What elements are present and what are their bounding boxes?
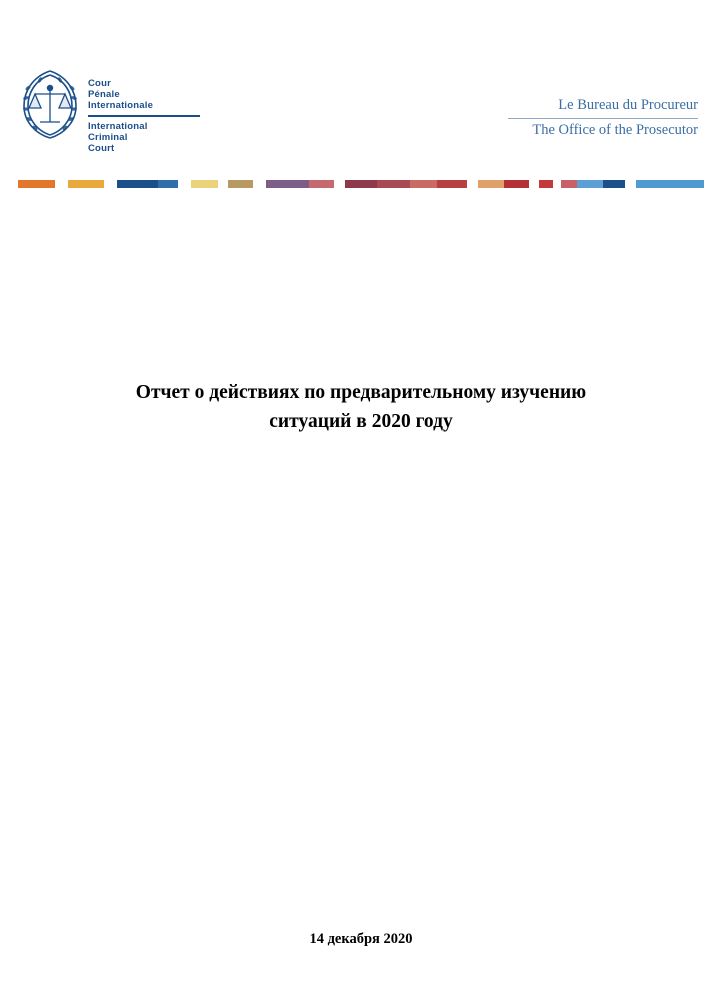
color-bar-segment: [334, 180, 345, 188]
document-date: 14 декабря 2020: [309, 931, 413, 947]
color-bar-segment: [191, 180, 219, 188]
icc-logo-text: [88, 78, 200, 154]
color-bar-segment: [117, 180, 157, 188]
icc-name-french-line-2: Pénale: [88, 89, 120, 101]
color-bar-segment: [68, 180, 105, 188]
color-bar-segment: [309, 180, 335, 188]
color-bar-segment: [104, 180, 117, 188]
color-bar-segment: [228, 180, 254, 188]
color-bar-segment: [55, 180, 68, 188]
office-of-the-prosecutor: [508, 96, 698, 140]
color-bar-segment: [561, 180, 578, 188]
icc-name-english-line-1: International: [88, 120, 148, 132]
icc-logo: [18, 68, 200, 154]
office-label-english: The Office of the Prosecutor: [532, 122, 698, 138]
icc-name-french: [88, 78, 200, 112]
color-bar-segment: [437, 180, 466, 188]
icc-name-english-line-3: Court: [88, 143, 115, 155]
color-bar-segment: [539, 180, 554, 188]
color-bar-segment: [410, 180, 438, 188]
icc-scales-laurel-emblem: [18, 68, 82, 140]
color-bar-segment: [467, 180, 478, 188]
color-bar-segment: [158, 180, 178, 188]
color-bar-segment: [553, 180, 560, 188]
color-bar-segment: [266, 180, 308, 188]
color-bar-segment: [178, 180, 191, 188]
icc-logo-divider: [88, 115, 200, 117]
decorative-color-bar: [18, 180, 704, 188]
color-bar-segment: [18, 180, 55, 188]
icc-name-english: [88, 121, 200, 155]
color-bar-segment: [345, 180, 376, 188]
document-header: [0, 60, 722, 170]
color-bar-segment: [253, 180, 266, 188]
color-bar-segment: [478, 180, 504, 188]
color-bar-segment: [603, 180, 625, 188]
office-divider: [508, 118, 698, 119]
color-bar-segment: [218, 180, 227, 188]
icc-name-english-line-2: Criminal: [88, 131, 128, 143]
color-bar-segment: [504, 180, 530, 188]
page-title: Отчет о действиях по предварительному изучению ситуаций в 2020 году: [135, 382, 587, 432]
color-bar-segment: [377, 180, 410, 188]
color-bar-segment: [529, 180, 538, 188]
color-bar-segment: [636, 180, 704, 188]
icc-name-french-line-3: Internationale: [88, 100, 154, 112]
color-bar-segment: [625, 180, 636, 188]
color-bar-segment: [577, 180, 603, 188]
office-label-french: Le Bureau du Procureur: [558, 97, 698, 113]
icc-name-french-line-1: Cour: [88, 78, 111, 89]
